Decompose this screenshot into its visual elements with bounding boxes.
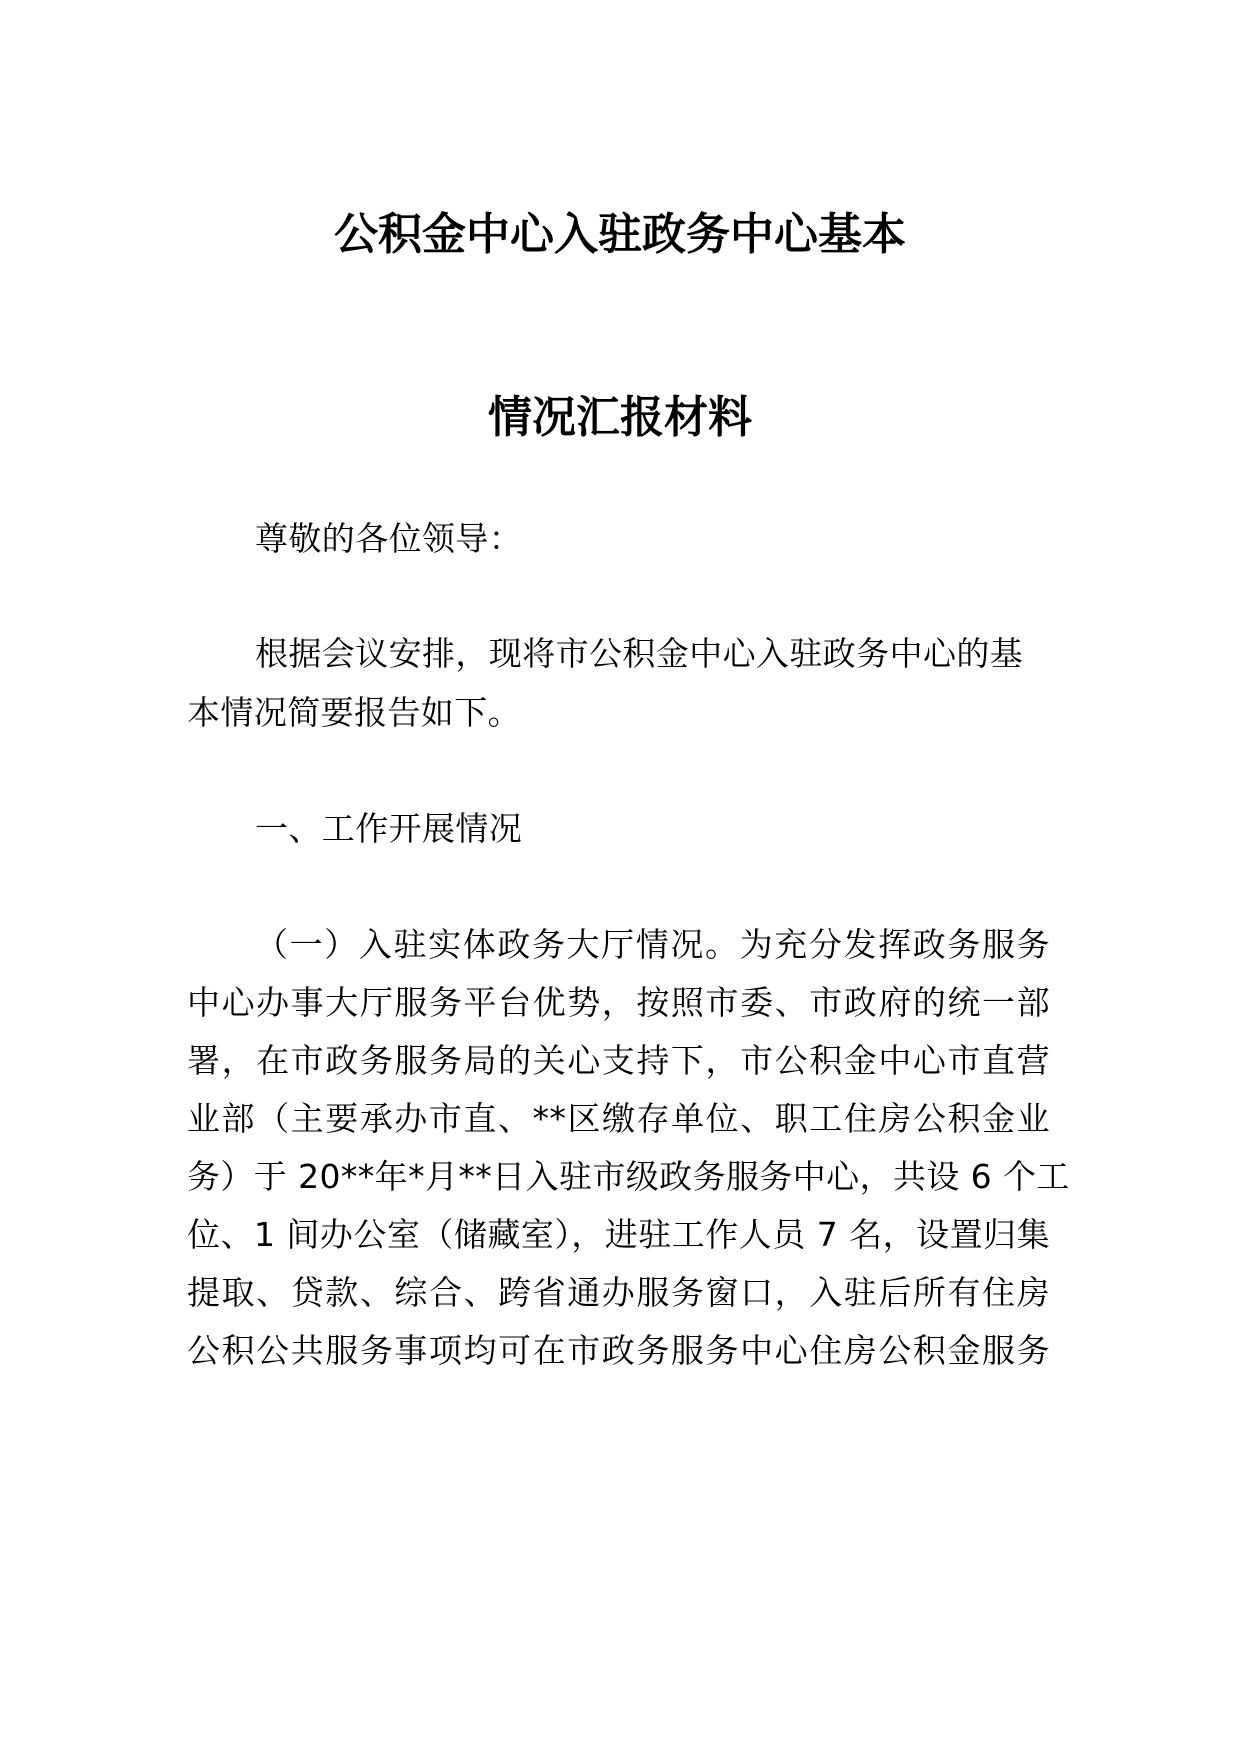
subsection-1-line-6: 位、1 间办公室（储藏室），进驻工作人员 7 名，设置归集 [187,1215,1050,1254]
subsection-1-line-7: 提取、贷款、综合、跨省通办服务窗口，入驻后所有住房 [187,1273,1050,1312]
section-1-heading: 一、工作开展情况 [255,809,523,848]
subsection-1-line-4: 业部（主要承办市直、**区缴存单位、职工住房公积金业 [187,1099,1050,1138]
intro-line-1: 根据会议安排，现将市公积金中心入驻政务中心的基 [255,634,1024,673]
document-title-line-1: 公积金中心入驻政务中心基本 [334,209,906,260]
intro-line-2: 本情况简要报告如下。 [187,693,521,732]
subsection-1-line-3: 署，在市政务服务局的关心支持下，市公积金中心市直营 [187,1041,1050,1080]
subsection-1-line-5: 务）于 20**年*月**日入驻市级政务服务中心，共设 6 个工 [187,1157,1070,1196]
document-title-line-2: 情况汇报材料 [488,392,752,443]
subsection-1-line-2: 中心办事大厅服务平台优势，按照市委、市政府的统一部 [187,983,1050,1022]
subsection-1-line-1: （一）入驻实体政务大厅情况。为充分发挥政务服务 [255,925,1050,964]
subsection-1-line-8: 公积公共服务事项均可在市政务服务中心住房公积金服务 [187,1331,1050,1370]
salutation: 尊敬的各位领导： [255,519,523,558]
